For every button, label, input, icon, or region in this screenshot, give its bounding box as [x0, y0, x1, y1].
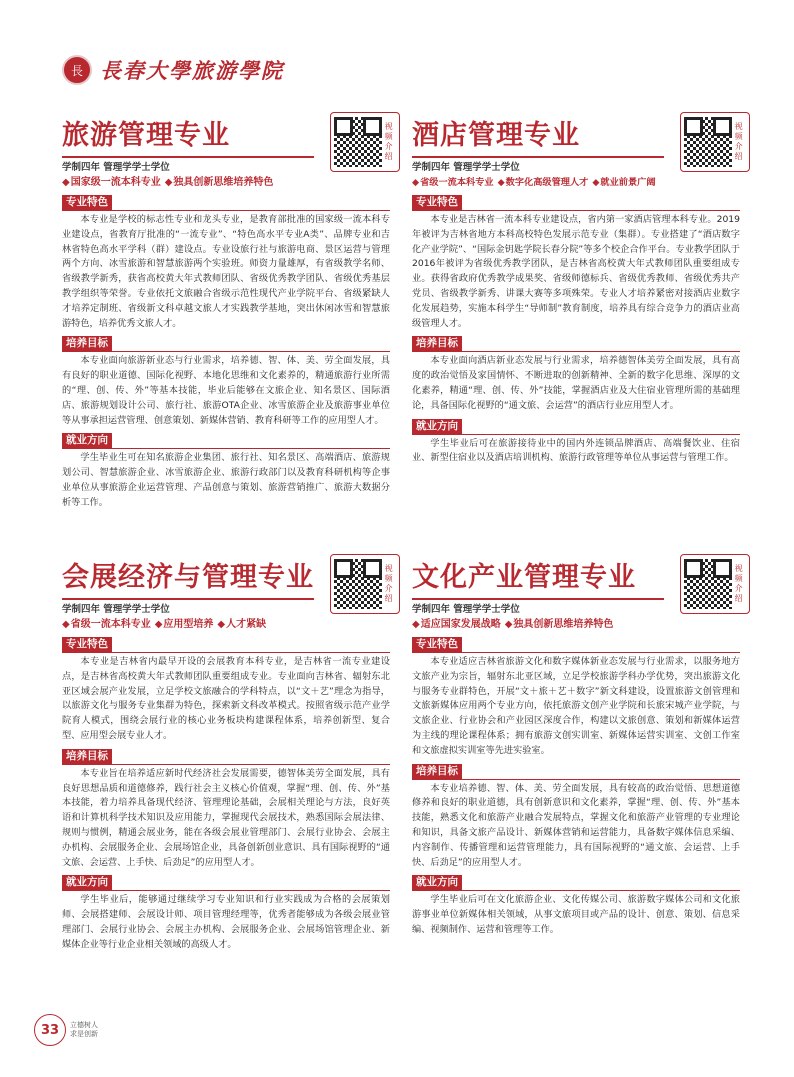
qr-label: 视频介绍: [384, 122, 393, 161]
subheading-features: 专业特色: [62, 637, 112, 652]
university-logo: 長: [62, 55, 92, 85]
title-rule: [412, 156, 664, 158]
qr-code-icon: [684, 559, 732, 609]
career-text: 学生毕业后可在旅游接待业中的国内外连锁品牌酒店、高端餐饮业、住宿业、新型住宿业以及酒店培训机构、旅游行政管理等单位从事运营与管理工作。: [412, 437, 740, 464]
tag: ◆ 独具创新思维培养特色: [165, 177, 274, 188]
program-meta: 学制四年 管理学学士学位: [62, 162, 170, 173]
subheading-career: 就业方向: [412, 875, 462, 890]
subheading-features: 专业特色: [62, 195, 112, 210]
university-brand: 長春大學旅游學院: [100, 58, 284, 83]
subheading-career: 就业方向: [412, 419, 462, 434]
subheading-goals: 培养目标: [412, 764, 462, 779]
section-exhibition-economics: [62, 560, 393, 953]
subheading-career: 就业方向: [62, 875, 112, 890]
features-text: 本专业是吉林省一流本科专业建设点，省内第一家酒店管理本科专业。2019年被评为吉林省地方本科高校特色发展示范专业（集群）。专业搭建了“酒店数字化产业学院”、“国际金钥匙学院长春分院”等多个校企合作平台。专业教学团队于2016年被评为省级优秀教学团队，是吉林省高校黄大年式教师团队重要组成专业。获得省政府优秀教学成果奖、省级师德标兵、省级优秀教师、省级优秀共产党员、省级教学新秀、讲课大赛等多项殊荣。专业人才培养紧密对接酒店业数字化发展趋势，实施本科学生“导师制”教育制度，培养具有综合竞争力的酒店业高级管理人才。: [412, 214, 740, 329]
qr-code-icon: [334, 117, 382, 167]
tag-list: [62, 176, 390, 190]
divider: [62, 652, 390, 653]
program-meta: 学制四年 管理学学士学位: [412, 162, 520, 173]
qr-label: 视频介绍: [734, 564, 743, 603]
goals-text: 本专业旨在培养适应新时代经济社会发展需要，德智体美劳全面发展，具有良好思想品质和道德修养，践行社会主义核心价值观，掌握“理、创、传、外”基本技能，着力培养具备现代经济、管理理论基础，会展相关理论与方法，良好英语和计算机科学技术知识及应用能力，掌握现代会展技术，熟悉国际会展法律、规则与惯例，精通会展业务，能在各级会展业管理部门、会展行业协会、会展主办机构、会展服务企业、会展场馆企业，具备创新创业意识、具有国际视野的“通文旅、会运营、上手快、后劲足”的应用型人才。: [62, 767, 390, 868]
subheading-features: 专业特色: [412, 637, 462, 652]
goals-text: 本专业面向酒店新业态发展与行业需求，培养德智体美劳全面发展，具有高度的政治觉悟及家国情怀、不断进取的创新精神、全新的数字化思维、深厚的文化素养，精通“理、创、传、外”技能，掌握酒店业及大住宿业管理所需的基础理论，具备国际化视野的“通文旅、会运营”的酒店行业应用型人才。: [412, 355, 740, 411]
divider: [412, 779, 740, 780]
title-rule: [62, 156, 314, 158]
page-footer: [34, 1014, 98, 1046]
subheading-features: 专业特色: [412, 195, 462, 210]
features-text: 本专业是吉林省内最早开设的会展教育本科专业，是吉林省一流专业建设点，是吉林省高校黄大年式教师团队重要组成专业。专业面向吉林省、辐射东北亚区域会展产业发展，立足学校文旅融合的学科特点，以“文＋艺”理念为指导，以旅游文化与服务专业集群为特色，探索新文科改革模式。按照省级示范产业学院育人模式，围绕会展行业的核心业务板块构建课程体系，培养创新型、复合型、应用型会展专业人才。: [62, 656, 390, 741]
program-meta: 学制四年 管理学学士学位: [412, 604, 520, 615]
qr-label: 视频介绍: [384, 564, 393, 603]
tag-list: [412, 618, 740, 632]
divider: [412, 890, 740, 891]
motto: [70, 1021, 98, 1039]
section-title: 旅游管理专业: [62, 120, 230, 151]
page-number: 33: [34, 1014, 66, 1046]
section-tourism-management: [62, 118, 393, 511]
tag: ◆ 就业前景广阔: [592, 177, 655, 188]
qr-code-video[interactable]: [680, 554, 750, 614]
qr-code-icon: [334, 559, 382, 609]
qr-code-video[interactable]: [330, 554, 400, 614]
qr-code-icon: [684, 117, 732, 167]
career-text: 学生毕业后可在文化旅游企业、文化传媒公司、旅游数字媒体公司和文化旅游事业单位新媒体相关领域，从事文旅项目或产品的设计、创意、策划、信息采编、视频制作、运营和管理等工作。: [412, 894, 740, 935]
motto-line: 立德树人: [70, 1021, 98, 1029]
title-rule: [412, 598, 664, 600]
goals-text: 本专业培养德、智、体、美、劳全面发展，具有较高的政治觉悟、思想道德修养和良好的职业道德，具有创新意识和文化素养，掌握“理、创、传、外”基本技能，熟悉文化和旅游产业融合发展特点，掌握文化和旅游产业管理的专业理论和知识，具备文旅产品设计、新媒体营销和运营能力，具备数字媒体信息采编、内容制作、传播管理和运营管理能力，具有国际视野的“通文旅、会运营、上手快、后劲足”的应用型人才。: [412, 782, 740, 868]
divider: [412, 351, 740, 352]
qr-code-video[interactable]: [330, 112, 400, 172]
tag-list: [412, 176, 740, 190]
divider: [62, 351, 390, 352]
divider: [62, 448, 390, 449]
divider: [412, 434, 740, 435]
divider: [62, 890, 390, 891]
features-text: 本专业是学校的标志性专业和龙头专业，是教育部批准的国家级一流本科专业建设点，省教育厅批准的“一流专业”、“特色高水平专业A类”、品牌专业和吉林省特色高水平学科（群）建设点。专业设旅行社与旅游电商、景区运营与管理两个方向、冰雪旅游和智慧旅游两个实验班。师资力量雄厚，有省级教学名师、省级教学新秀，获省高校黄大年式教师团队、省级优秀教学团队、省级优秀基层教学组织等荣誉。专业依托文旅融合省级示范性现代产业学院平台、省级紧缺人才培养定制班、省级新文科卓越文旅人才实践教学基地，突出休闲冰雪和智慧旅游特色，培养优秀文旅人才。: [62, 214, 390, 329]
tag: ◆ 省级一流本科专业: [412, 177, 494, 188]
divider: [412, 210, 740, 211]
section-hotel-management: [412, 118, 743, 466]
tag: ◆ 独具创新思维培养特色: [505, 619, 614, 630]
goals-text: 本专业面向旅游新业态与行业需求，培养德、智、体、美、劳全面发展，具有良好的职业道德、国际化视野、本地化思维和文化素养的，精通旅游行业所需的“理、创、传、外”等基本技能，毕业后能够在文旅企业、知名景区、国际酒店、旅游规划设计公司、旅行社、旅游OTA企业、冰雪旅游企业及旅游事业单位等从事承担运营管理、创意策划、新媒体营销、教育科研等工作的应用型人才。: [62, 355, 390, 426]
qr-label: 视频介绍: [734, 122, 743, 161]
page-header: [62, 52, 284, 88]
section-title: 文化产业管理专业: [412, 562, 636, 593]
career-text: 学生毕业后，能够通过继续学习专业知识和行业实践成为合格的会展策划师、会展搭建师、会展设计师、项目管理经理等，优秀者能够成为各级会展业管理部门、会展行业协会、会展主办机构、会展服务企业、会展场馆管理企业、新媒体企业等行业企业相关领域的高级人才。: [62, 894, 390, 950]
tag: ◆ 应用型培养: [155, 619, 214, 630]
section-title: 酒店管理专业: [412, 120, 580, 151]
career-text: 学生毕业生可在知名旅游企业集团、旅行社、知名景区、高端酒店、旅游规划公司、智慧旅游企业、冰雪旅游企业、旅游行政部门以及教育科研机构等企事业单位从事旅游企业运营管理、产品创意与策划、旅游营销推广、旅游大数据分析等工作。: [62, 452, 390, 508]
divider: [412, 652, 740, 653]
program-meta: 学制四年 管理学学士学位: [62, 604, 170, 615]
motto-line: 求是创新: [70, 1030, 98, 1038]
title-rule: [62, 598, 314, 600]
tag: ◆ 适应国家发展战略: [412, 619, 501, 630]
subheading-career: 就业方向: [62, 433, 112, 448]
section-title: 会展经济与管理专业: [62, 562, 314, 593]
divider: [62, 210, 390, 211]
tag: ◆ 国家级一流本科专业: [62, 177, 161, 188]
subheading-goals: 培养目标: [62, 336, 112, 351]
features-text: 本专业适应吉林省旅游文化和数字媒体新业态发展与行业需求，以服务地方文旅产业为宗旨，辐射东北亚区域，立足学校旅游学科办学优势，突出旅游文化与服务专业群特色，开展“文＋旅＋艺＋数字”新文科建设，设置旅游文创管理和文旅新媒体应用两个专业方向，依托旅游文创产业学院和长旅宋城产业学院，与文旅企业、行业协会和产业园区深度合作，构建以文旅创意、策划和新媒体运营为主线的理论课程体系；拥有旅游文创实训室、新媒体运营实训室、文创工作室和文旅虚拟实训室等先进实验室。: [412, 656, 740, 756]
tag: ◆ 人才紧缺: [217, 619, 266, 630]
subheading-goals: 培养目标: [412, 336, 462, 351]
divider: [62, 764, 390, 765]
subheading-goals: 培养目标: [62, 749, 112, 764]
qr-code-video[interactable]: [680, 112, 750, 172]
tag-list: [62, 618, 390, 632]
tag: ◆ 数字化高级管理人才: [498, 177, 589, 188]
section-cultural-industry: [412, 560, 743, 938]
tag: ◆ 省级一流本科专业: [62, 619, 151, 630]
